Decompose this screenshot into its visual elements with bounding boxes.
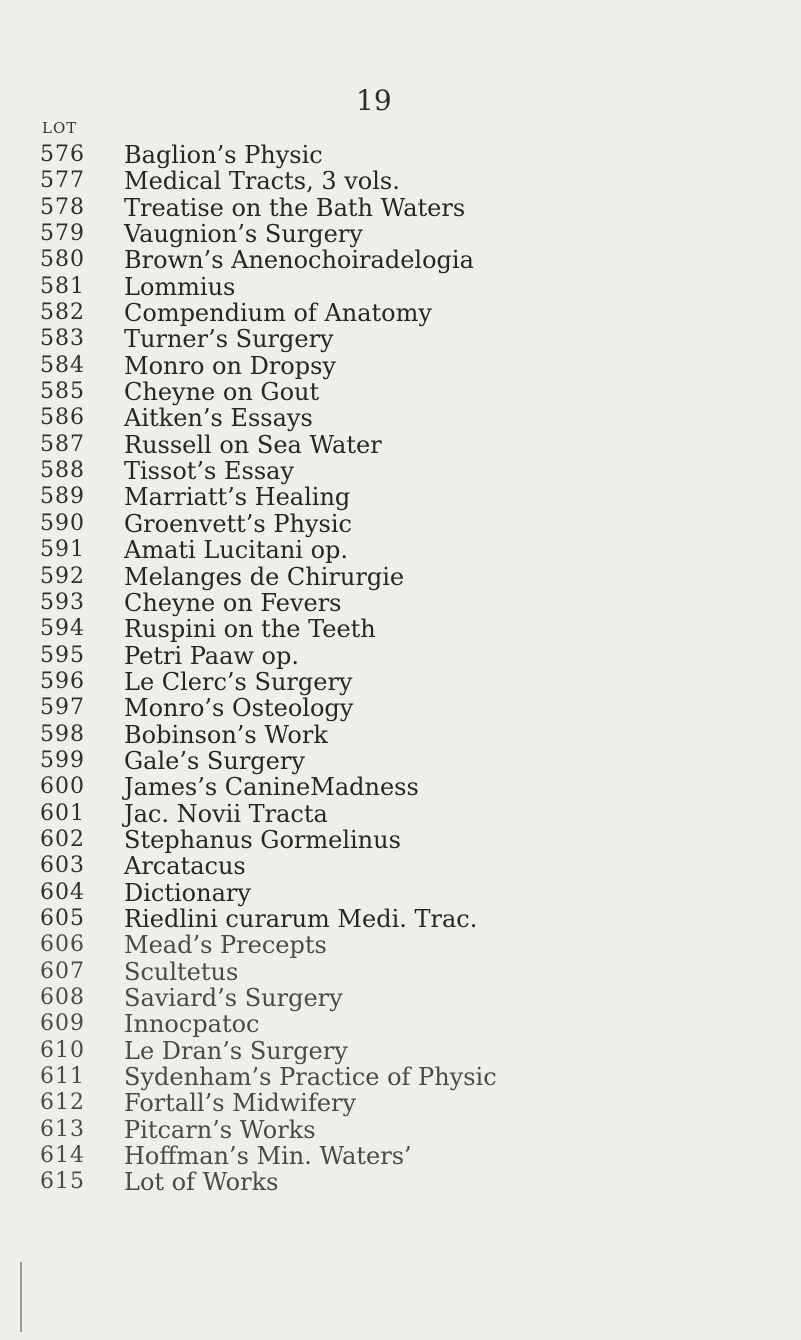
lot-number: 580	[40, 247, 85, 273]
lot-title: Monro on Dropsy	[124, 351, 336, 380]
lot-title: Tissot’s Essay	[124, 457, 295, 486]
list-item	[0, 1169, 801, 1195]
lot-number: 593	[40, 589, 85, 615]
list-item	[0, 1038, 801, 1064]
list-item	[0, 932, 801, 958]
lot-title: Groenvett’s Physic	[124, 509, 352, 538]
lot-title: Melanges de Chirurgie	[124, 562, 405, 591]
lot-number: 578	[40, 194, 85, 220]
list-item	[0, 590, 801, 616]
page-number: 19	[356, 84, 392, 117]
lot-title: Aitken’s Essays	[124, 404, 313, 433]
lot-title: Vaugnion’s Surgery	[124, 220, 363, 249]
list-item	[0, 1090, 801, 1116]
lot-number: 610	[40, 1037, 85, 1063]
lot-title: Fortall’s Midwifery	[124, 1089, 357, 1118]
lot-list	[0, 142, 801, 1196]
lot-number: 603	[40, 853, 85, 879]
lot-number: 587	[40, 431, 85, 457]
list-item	[0, 1117, 801, 1143]
lot-number: 615	[40, 1169, 85, 1195]
lot-title: Turner’s Surgery	[124, 325, 334, 354]
list-item	[0, 748, 801, 774]
lot-title: Riedlini curarum Medi. Trac.	[124, 904, 478, 933]
list-item	[0, 985, 801, 1011]
lot-title: Ruspini on the Teeth	[124, 615, 376, 644]
lot-title: Brown’s Anenochoiradelogia	[124, 246, 474, 275]
lot-number: 597	[40, 695, 85, 721]
lot-number: 612	[40, 1090, 85, 1116]
list-item	[0, 379, 801, 405]
lot-number: 607	[40, 958, 85, 984]
lot-title: Treatise on the Bath Waters	[124, 193, 466, 222]
list-item	[0, 1064, 801, 1090]
lot-title: Stephanus Gormelinus	[124, 825, 401, 854]
list-item	[0, 221, 801, 247]
list-item	[0, 247, 801, 273]
lot-number: 589	[40, 484, 85, 510]
list-item	[0, 853, 801, 879]
lot-title: Petri Paaw op.	[124, 641, 299, 670]
list-item	[0, 616, 801, 642]
lot-title: Scultetus	[124, 957, 239, 986]
list-item	[0, 326, 801, 352]
lot-title: Cheyne on Gout	[124, 378, 320, 407]
list-item	[0, 643, 801, 669]
lot-number: 592	[40, 563, 85, 589]
list-item	[0, 458, 801, 484]
lot-number: 598	[40, 721, 85, 747]
lot-title: Pitcarn’s Works	[124, 1115, 316, 1144]
lot-title: James’s CanineMadness	[124, 773, 419, 802]
list-item	[0, 1011, 801, 1037]
lot-number: 605	[40, 905, 85, 931]
list-item	[0, 537, 801, 563]
lot-number: 583	[40, 326, 85, 352]
lot-title: Gale’s Surgery	[124, 746, 305, 775]
lot-number: 599	[40, 747, 85, 773]
lot-number: 604	[40, 879, 85, 905]
lot-title: Sydenham’s Practice of Physic	[124, 1063, 497, 1092]
lot-title: Innocpatoc	[124, 1010, 260, 1039]
list-item	[0, 669, 801, 695]
lot-title: Bobinson’s Work	[124, 720, 328, 749]
lot-number: 586	[40, 405, 85, 431]
list-item	[0, 827, 801, 853]
lot-title: Monro’s Osteology	[124, 694, 354, 723]
lot-title: Hoffman’s Min. Waters’	[124, 1142, 412, 1171]
list-item	[0, 168, 801, 194]
lot-number: 602	[40, 826, 85, 852]
list-item	[0, 906, 801, 932]
lot-number: 613	[40, 1116, 85, 1142]
lot-number: 600	[40, 774, 85, 800]
list-item	[0, 564, 801, 590]
margin-rule	[20, 1262, 22, 1332]
lot-title: Arcatacus	[124, 852, 246, 881]
list-item	[0, 405, 801, 431]
lot-title: Le Dran’s Surgery	[124, 1036, 348, 1065]
lot-title: Compendium of Anatomy	[124, 299, 432, 328]
lot-column-header: LOT	[42, 119, 78, 137]
list-item	[0, 142, 801, 168]
lot-number: 601	[40, 800, 85, 826]
lot-number: 609	[40, 1011, 85, 1037]
list-item	[0, 432, 801, 458]
list-item	[0, 511, 801, 537]
lot-title: Mead’s Precepts	[124, 931, 327, 960]
lot-number: 582	[40, 300, 85, 326]
lot-title: Lommius	[124, 272, 236, 301]
lot-number: 581	[40, 273, 85, 299]
lot-number: 606	[40, 932, 85, 958]
list-item	[0, 1143, 801, 1169]
lot-number: 584	[40, 352, 85, 378]
list-item	[0, 880, 801, 906]
lot-number: 588	[40, 458, 85, 484]
lot-number: 577	[40, 168, 85, 194]
lot-title: Jac. Novii Tracta	[124, 799, 328, 828]
lot-number: 585	[40, 379, 85, 405]
lot-number: 595	[40, 642, 85, 668]
list-item	[0, 274, 801, 300]
lot-number: 594	[40, 616, 85, 642]
lot-title: Saviard’s Surgery	[124, 984, 343, 1012]
list-item	[0, 695, 801, 721]
list-item	[0, 722, 801, 748]
lot-title: Le Clerc’s Surgery	[124, 667, 353, 696]
lot-number: 591	[40, 537, 85, 563]
list-item	[0, 353, 801, 379]
lot-number: 611	[40, 1064, 85, 1090]
lot-number: 576	[40, 142, 85, 167]
list-item	[0, 801, 801, 827]
lot-number: 590	[40, 510, 85, 536]
lot-title: Cheyne on Fevers	[124, 588, 342, 617]
lot-title: Amati Lucitani op.	[124, 536, 349, 565]
lot-title: Dictionary	[124, 878, 251, 907]
lot-title: Baglion’s Physic	[124, 141, 323, 169]
lot-title: Medical Tracts, 3 vols.	[124, 167, 400, 196]
list-item	[0, 959, 801, 985]
list-item	[0, 774, 801, 800]
lot-title: Lot of Works	[124, 1168, 279, 1197]
list-item	[0, 300, 801, 326]
lot-number: 614	[40, 1143, 85, 1169]
list-item	[0, 195, 801, 221]
lot-title: Russell on Sea Water	[124, 430, 382, 459]
lot-number: 608	[40, 985, 85, 1010]
lot-title: Marriatt’s Healing	[124, 483, 351, 512]
list-item	[0, 484, 801, 510]
lot-number: 596	[40, 668, 85, 694]
lot-number: 579	[40, 221, 85, 247]
